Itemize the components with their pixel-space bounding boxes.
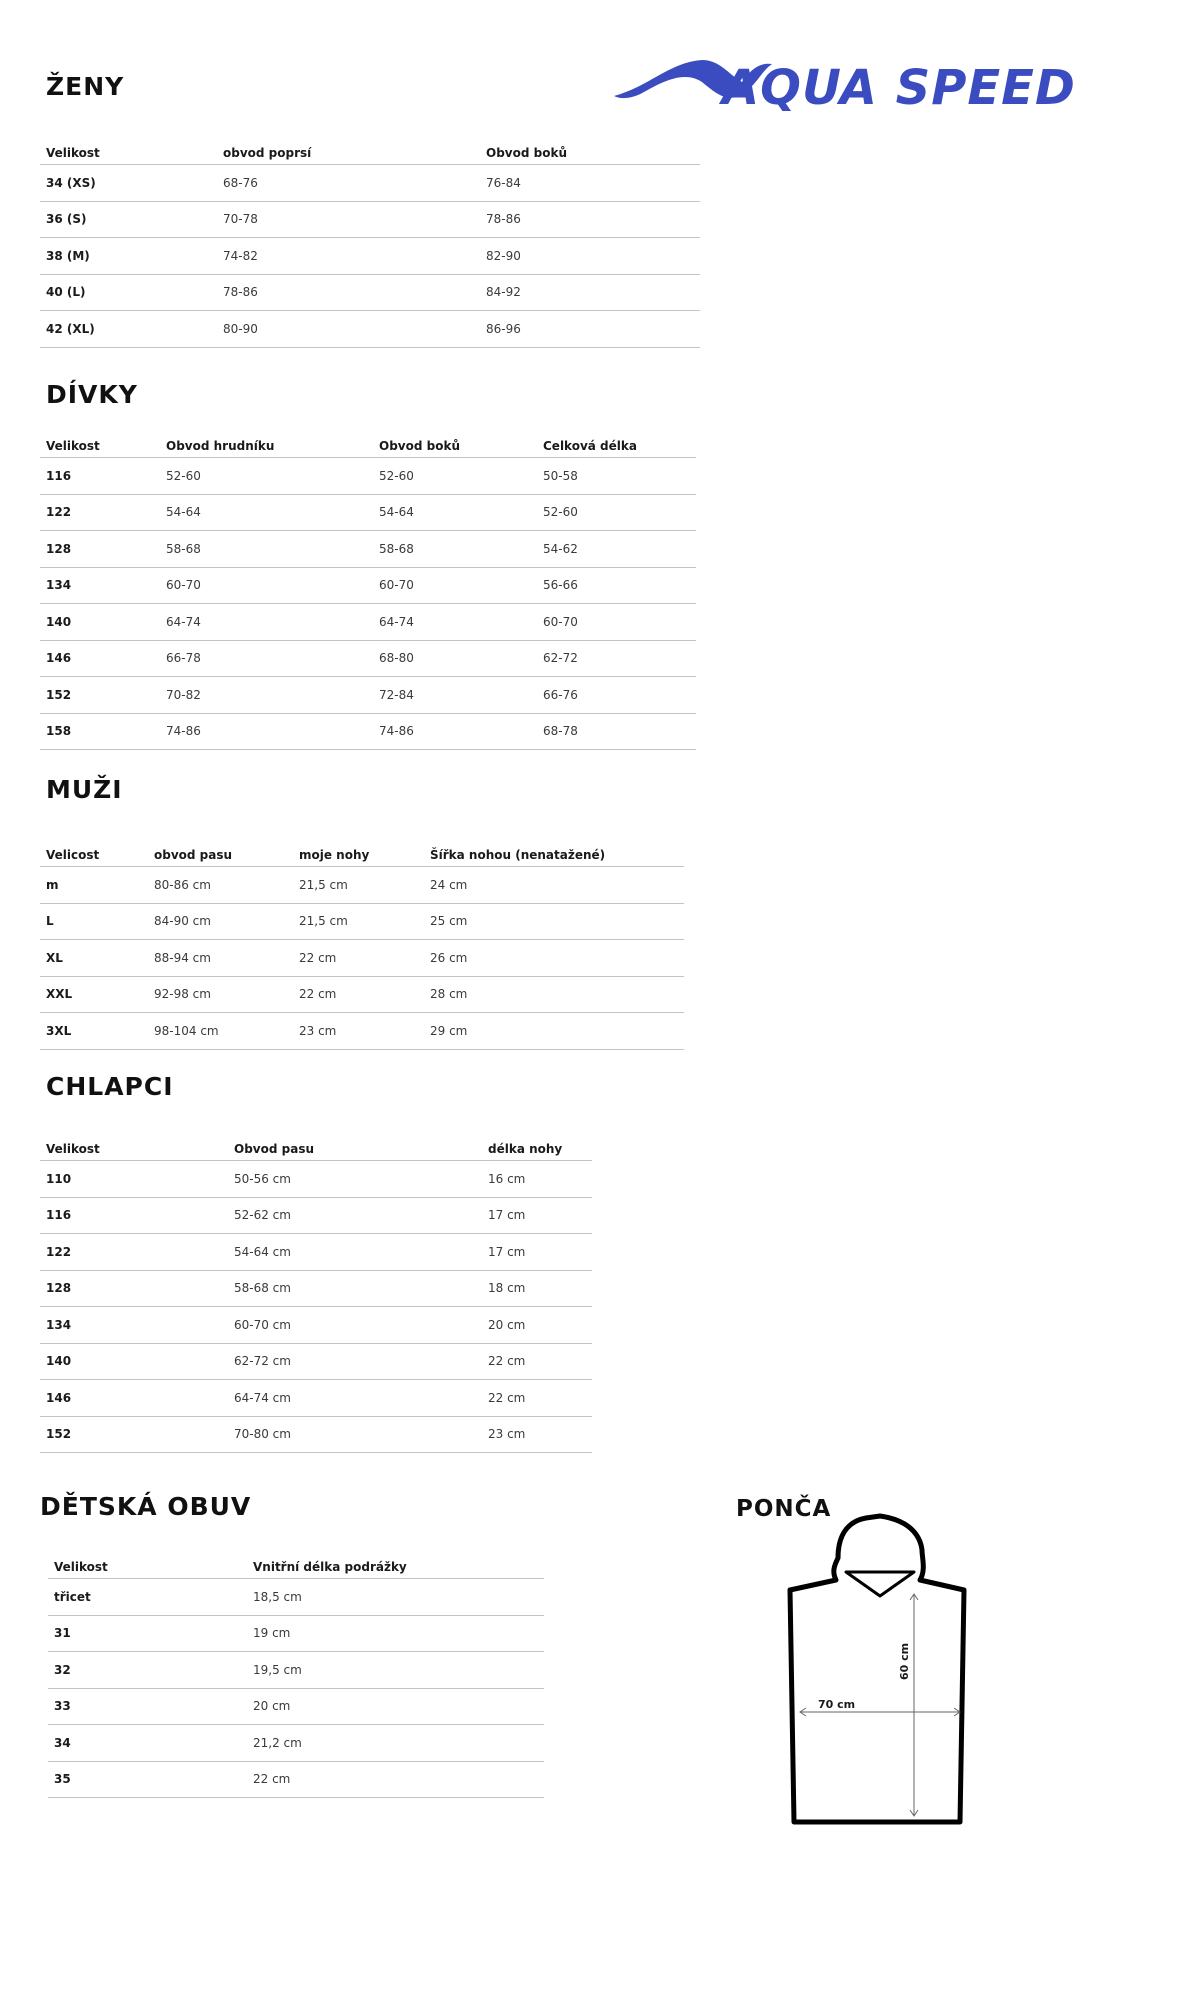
size-cell: 122	[40, 494, 160, 531]
table-row	[40, 165, 700, 202]
table-header-row	[40, 832, 684, 867]
table-row	[40, 311, 700, 348]
value-cell: 76-84	[480, 165, 700, 202]
value-cell: 20 cm	[482, 1307, 592, 1344]
size-cell: 3XL	[40, 1013, 148, 1050]
table-row	[40, 1197, 592, 1234]
size-cell: XXL	[40, 976, 148, 1013]
size-cell: 134	[40, 1307, 228, 1344]
value-cell: 66-78	[160, 640, 373, 677]
value-cell: 60-70	[160, 567, 373, 604]
value-cell: 74-86	[373, 713, 537, 750]
column-header: Velikost	[48, 1544, 247, 1579]
table-row	[40, 201, 700, 238]
size-cell: 32	[48, 1652, 247, 1689]
value-cell: 54-64	[160, 494, 373, 531]
size-cell: 140	[40, 1343, 228, 1380]
value-cell: 22 cm	[482, 1343, 592, 1380]
table-row	[40, 867, 684, 904]
value-cell: 82-90	[480, 238, 700, 275]
table-row	[48, 1761, 544, 1798]
value-cell: 84-90 cm	[148, 903, 293, 940]
size-cell: 116	[40, 1197, 228, 1234]
table-row	[40, 494, 696, 531]
value-cell: 22 cm	[247, 1761, 544, 1798]
size-cell: 128	[40, 531, 160, 568]
size-cell: 31	[48, 1615, 247, 1652]
table-row	[40, 604, 696, 641]
table-row	[48, 1615, 544, 1652]
table-row	[48, 1725, 544, 1762]
table-header-row	[48, 1544, 544, 1579]
value-cell: 20 cm	[247, 1688, 544, 1725]
value-cell: 17 cm	[482, 1197, 592, 1234]
table-row	[48, 1688, 544, 1725]
table-row	[40, 274, 700, 311]
table-row	[40, 976, 684, 1013]
value-cell: 84-92	[480, 274, 700, 311]
column-header: Celková délka	[537, 423, 696, 458]
table-row	[40, 903, 684, 940]
value-cell: 68-76	[217, 165, 480, 202]
column-header: obvod poprsí	[217, 130, 480, 165]
value-cell: 19,5 cm	[247, 1652, 544, 1689]
value-cell: 24 cm	[424, 867, 684, 904]
size-cell: 128	[40, 1270, 228, 1307]
column-header: Obvod boků	[373, 423, 537, 458]
value-cell: 29 cm	[424, 1013, 684, 1050]
table-header-row	[40, 1126, 592, 1161]
size-cell: 152	[40, 1416, 228, 1453]
value-cell: 92-98 cm	[148, 976, 293, 1013]
section-title-muzi: MUŽI	[46, 775, 123, 804]
value-cell: 68-80	[373, 640, 537, 677]
value-cell: 70-82	[160, 677, 373, 714]
size-cell: L	[40, 903, 148, 940]
table-row	[40, 1343, 592, 1380]
value-cell: 19 cm	[247, 1615, 544, 1652]
value-cell: 52-60	[537, 494, 696, 531]
value-cell: 18 cm	[482, 1270, 592, 1307]
table-row	[40, 1416, 592, 1453]
size-cell: 42 (XL)	[40, 311, 217, 348]
size-table-divky	[40, 423, 696, 750]
value-cell: 16 cm	[482, 1161, 592, 1198]
value-cell: 58-68 cm	[228, 1270, 482, 1307]
value-cell: 62-72 cm	[228, 1343, 482, 1380]
value-cell: 98-104 cm	[148, 1013, 293, 1050]
table-row	[40, 640, 696, 677]
value-cell: 66-76	[537, 677, 696, 714]
size-cell: 40 (L)	[40, 274, 217, 311]
column-header: Velicost	[40, 832, 148, 867]
size-cell: 34	[48, 1725, 247, 1762]
size-cell: 34 (XS)	[40, 165, 217, 202]
value-cell: 21,2 cm	[247, 1725, 544, 1762]
value-cell: 18,5 cm	[247, 1579, 544, 1616]
table-row	[40, 940, 684, 977]
table-row	[40, 713, 696, 750]
value-cell: 62-72	[537, 640, 696, 677]
column-header: délka nohy	[482, 1126, 592, 1161]
value-cell: 80-86 cm	[148, 867, 293, 904]
table-header-row	[40, 130, 700, 165]
value-cell: 56-66	[537, 567, 696, 604]
brand-name: AQUA SPEED	[722, 60, 1076, 116]
column-header: Obvod boků	[480, 130, 700, 165]
column-header: obvod pasu	[148, 832, 293, 867]
size-table-zeny	[40, 130, 700, 348]
size-cell: 35	[48, 1761, 247, 1798]
size-cell: 146	[40, 1380, 228, 1417]
size-cell: 152	[40, 677, 160, 714]
section-title-detska-obuv: DĚTSKÁ OBUV	[40, 1492, 252, 1521]
value-cell: 88-94 cm	[148, 940, 293, 977]
value-cell: 22 cm	[293, 976, 424, 1013]
column-header: Obvod pasu	[228, 1126, 482, 1161]
table-row	[40, 1270, 592, 1307]
poncho-hood-opening	[846, 1572, 914, 1596]
section-title-ponca: PONČA	[736, 1496, 832, 1522]
table-row	[40, 1234, 592, 1271]
value-cell: 78-86	[217, 274, 480, 311]
section-title-zeny: ŽENY	[46, 72, 125, 101]
value-cell: 21,5 cm	[293, 867, 424, 904]
value-cell: 23 cm	[293, 1013, 424, 1050]
value-cell: 64-74	[373, 604, 537, 641]
value-cell: 22 cm	[293, 940, 424, 977]
table-row	[40, 238, 700, 275]
poncho-diagram	[770, 1500, 990, 1830]
size-cell: 158	[40, 713, 160, 750]
value-cell: 58-68	[160, 531, 373, 568]
width-label: 70 cm	[818, 1698, 856, 1711]
value-cell: 80-90	[217, 311, 480, 348]
value-cell: 60-70	[537, 604, 696, 641]
column-header: Obvod hrudníku	[160, 423, 373, 458]
size-table-detska-obuv	[48, 1544, 544, 1798]
value-cell: 23 cm	[482, 1416, 592, 1453]
value-cell: 74-86	[160, 713, 373, 750]
size-table-chlapci	[40, 1126, 592, 1453]
value-cell: 70-78	[217, 201, 480, 238]
poncho-outline	[790, 1516, 964, 1822]
value-cell: 22 cm	[482, 1380, 592, 1417]
column-header: moje nohy	[293, 832, 424, 867]
size-cell: 110	[40, 1161, 228, 1198]
aqua-speed-logo	[610, 52, 1170, 116]
size-cell: 33	[48, 1688, 247, 1725]
table-row	[40, 677, 696, 714]
size-cell: třicet	[48, 1579, 247, 1616]
table-header-row	[40, 423, 696, 458]
value-cell: 64-74 cm	[228, 1380, 482, 1417]
table-row	[48, 1579, 544, 1616]
value-cell: 74-82	[217, 238, 480, 275]
value-cell: 54-64 cm	[228, 1234, 482, 1271]
section-title-chlapci: CHLAPCI	[46, 1072, 174, 1101]
value-cell: 68-78	[537, 713, 696, 750]
column-header: Vnitřní délka podrážky	[247, 1544, 544, 1579]
size-cell: 116	[40, 458, 160, 495]
value-cell: 72-84	[373, 677, 537, 714]
column-header: Velikost	[40, 1126, 228, 1161]
section-title-divky: DÍVKY	[46, 380, 138, 409]
value-cell: 60-70 cm	[228, 1307, 482, 1344]
value-cell: 52-60	[160, 458, 373, 495]
table-row	[40, 1380, 592, 1417]
value-cell: 64-74	[160, 604, 373, 641]
value-cell: 52-60	[373, 458, 537, 495]
value-cell: 50-56 cm	[228, 1161, 482, 1198]
size-cell: 146	[40, 640, 160, 677]
table-row	[40, 567, 696, 604]
column-header: Velikost	[40, 423, 160, 458]
value-cell: 58-68	[373, 531, 537, 568]
size-cell: 134	[40, 567, 160, 604]
height-label: 60 cm	[898, 1642, 911, 1680]
value-cell: 17 cm	[482, 1234, 592, 1271]
table-row	[48, 1652, 544, 1689]
value-cell: 52-62 cm	[228, 1197, 482, 1234]
value-cell: 25 cm	[424, 903, 684, 940]
table-row	[40, 1307, 592, 1344]
size-cell: 122	[40, 1234, 228, 1271]
value-cell: 78-86	[480, 201, 700, 238]
value-cell: 60-70	[373, 567, 537, 604]
column-header: Velikost	[40, 130, 217, 165]
value-cell: 54-64	[373, 494, 537, 531]
size-cell: 36 (S)	[40, 201, 217, 238]
value-cell: 28 cm	[424, 976, 684, 1013]
value-cell: 54-62	[537, 531, 696, 568]
value-cell: 21,5 cm	[293, 903, 424, 940]
value-cell: 86-96	[480, 311, 700, 348]
size-cell: XL	[40, 940, 148, 977]
table-row	[40, 531, 696, 568]
value-cell: 50-58	[537, 458, 696, 495]
value-cell: 26 cm	[424, 940, 684, 977]
size-cell: 140	[40, 604, 160, 641]
size-table-muzi	[40, 832, 684, 1050]
table-row	[40, 1013, 684, 1050]
column-header: Šířka nohou (nenatažené)	[424, 832, 684, 867]
size-cell: 38 (M)	[40, 238, 217, 275]
value-cell: 70-80 cm	[228, 1416, 482, 1453]
table-row	[40, 1161, 592, 1198]
table-row	[40, 458, 696, 495]
size-cell: m	[40, 867, 148, 904]
